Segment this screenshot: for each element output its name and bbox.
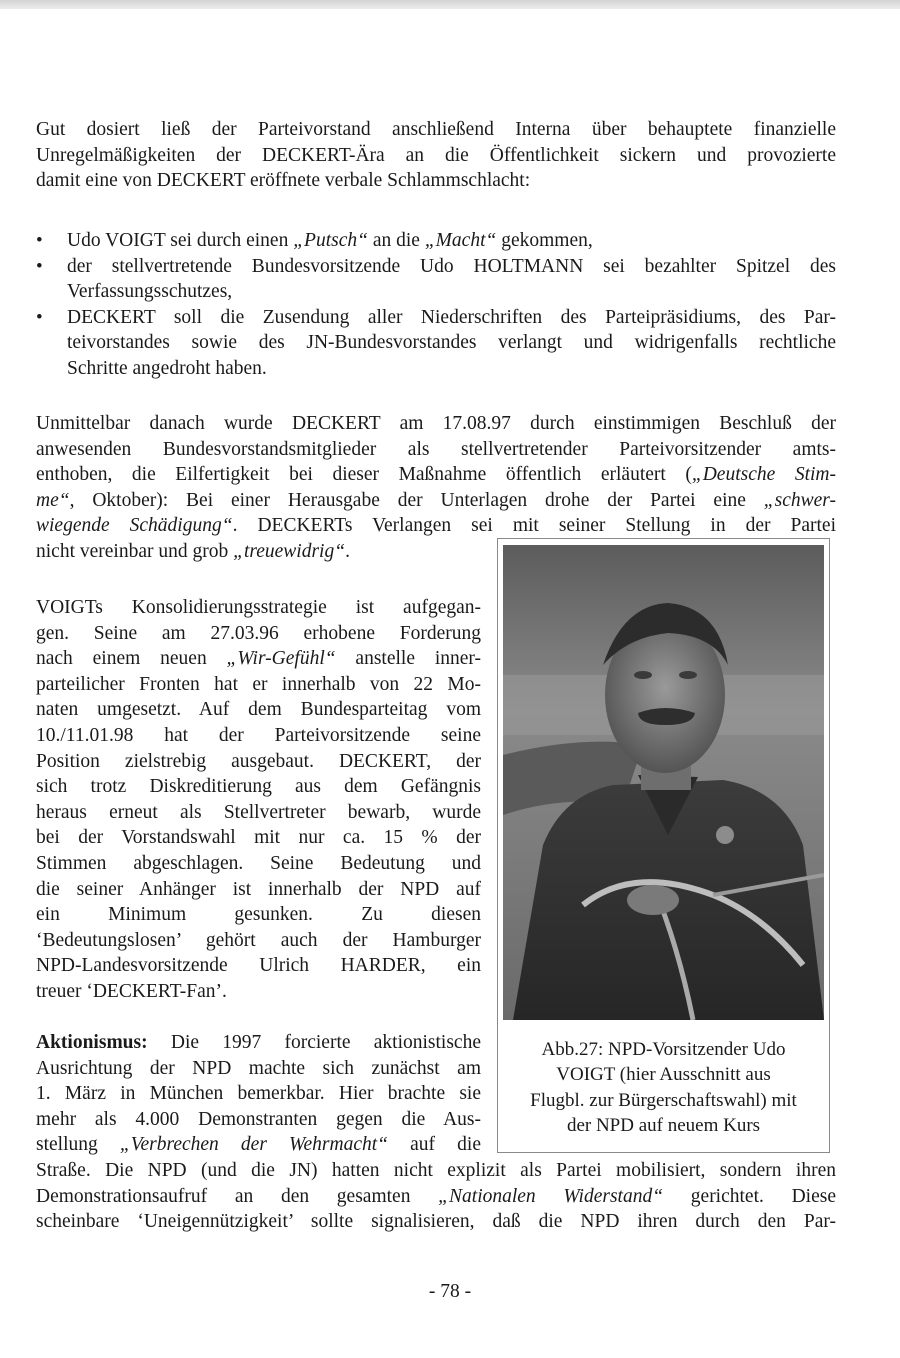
list-item: [36, 254, 836, 305]
figure-box: [497, 538, 830, 1153]
text-line: Verfassungsschutzes,: [67, 281, 233, 303]
text-run: . DECKERTs Verlangen sei mit seiner Stellung in der Partei: [232, 515, 836, 537]
text-line: 10./11.01.98 hat der Parteivorsitzende seine: [36, 724, 481, 746]
text-run: stellung: [36, 1134, 120, 1156]
text-line: NPD-Landesvorsitzende Ulrich HARDER, ein: [36, 955, 481, 977]
paragraph-aktionismus: [36, 1030, 481, 1158]
caption-line: VOIGT (hier Ausschnitt aus: [556, 1064, 771, 1086]
text-run: anstelle inner-: [335, 648, 482, 670]
text-line: teivorstandes sowie des JN-Bundesvorstandes verlangt und widrigenfalls rechtliche: [67, 332, 836, 354]
text-run: , Oktober): Bei einer Herausgabe der Unterlagen drohe der Partei eine: [69, 489, 764, 511]
text-run: gerichtet. Diese: [663, 1185, 836, 1207]
quote-schaedigung: wiegende Schädigung“: [36, 515, 233, 537]
text-line: Straße. Die NPD (und die JN) hatten nicht explizit als Partei mobilisiert, sondern ihren: [36, 1160, 836, 1181]
portrait-illustration: [503, 545, 824, 1020]
text-line: naten umgesetzt. Auf dem Bundesparteitag vom: [36, 699, 481, 721]
bullet-list: [36, 228, 836, 382]
quote-deutsche-stimme: „Deutsche Stim-: [691, 464, 836, 486]
quote-nationaler-widerstand: „Nationalen Widerstand“: [438, 1185, 664, 1207]
quote-schwerwiegend: „schwer-: [763, 489, 836, 511]
intro-paragraph: [36, 117, 836, 194]
text-run: nach einem neuen: [36, 648, 227, 670]
text-line: Stimmen abgeschlagen. Seine Bedeutung und: [36, 852, 481, 874]
text-line: gen. Seine am 27.03.96 erhobene Forderung: [36, 622, 481, 644]
caption-line: Flugbl. zur Bürgerschaftswahl) mit: [530, 1089, 797, 1111]
text-run: Die 1997 forcierte aktionistische: [147, 1032, 481, 1053]
text-run: Udo VOIGT sei durch einen: [67, 230, 294, 251]
text-line: heraus erneut als Stellvertreter bewarb, wurde: [36, 801, 481, 823]
quote-putsch: „Putsch“: [293, 230, 368, 251]
list-item: [36, 305, 836, 382]
list-item: [36, 228, 836, 254]
text-line: der stellvertretende Bundesvorsitzende Udo HOLTMANN sei bezahlter Spitzel des: [67, 255, 836, 277]
caption-line: der NPD auf neuem Kurs: [566, 1115, 761, 1137]
text-line: DECKERT soll die Zusendung aller Niederschriften des Parteipräsidiums, des Par-: [67, 306, 836, 328]
text-line: Unregelmäßigkeiten der DECKERT-Ära an die Öffentlichkeit sickern und provozierte: [36, 144, 836, 166]
quote-macht: „Macht“: [424, 230, 497, 251]
text-line: die seiner Anhänger ist innerhalb der NPD auf: [36, 878, 481, 900]
page-top-rule: [0, 0, 900, 9]
text-run: .: [345, 540, 350, 562]
quote-deutsche-stimme-end: me“: [36, 489, 70, 511]
quote-wir-gefuehl: „Wir-Gefühl“: [226, 648, 336, 670]
portrait-photo: [503, 545, 824, 1020]
text-line: damit eine von DECKERT eröffnete verbale Schlammschlacht:: [36, 170, 531, 192]
text-line: mehr als 4.000 Demonstranten gegen die Aus-: [36, 1108, 481, 1130]
text-line: 1. März in München bemerkbar. Hier brachte sie: [36, 1083, 481, 1105]
text-line: parteilicher Fronten hat er innerhalb von 22 Mo-: [36, 673, 481, 695]
text-run: nicht vereinbar und grob: [36, 540, 234, 562]
page-number: - 78 -: [428, 1281, 472, 1302]
quote-treuewidrig: „treuewidrig“: [233, 540, 346, 562]
text-line: Ausrichtung der NPD machte sich zunächst am: [36, 1057, 481, 1079]
section-label: Aktionismus:: [36, 1032, 148, 1053]
text-line: bei der Vorstandswahl mit nur ca. 15 % der: [36, 827, 481, 849]
text-line: Unmittelbar danach wurde DECKERT am 17.08.97 durch einstimmigen Beschluß der: [36, 413, 836, 434]
text-line: treuer ‘DECKERT-Fan’.: [36, 980, 227, 1002]
paragraph-demonstration: [36, 1158, 836, 1235]
text-line: Gut dosiert ließ der Parteivorstand anschließend Interna über behauptete finanzielle: [36, 119, 836, 140]
text-run: enthoben, die Eilfertigkeit bei dieser Maßnahme öffentlich erläutert (: [36, 464, 692, 486]
text-line: scheinbare ‘Uneigennützigkeit’ sollte signalisieren, daß die NPD ihren durch den Par-: [36, 1211, 836, 1233]
text-line: anwesenden Bundesvorstandsmitglieder als stellvertretender Parteivorsitzender amts-: [36, 438, 836, 460]
text-run: auf die: [388, 1134, 481, 1156]
paragraph-consolidation: [36, 595, 481, 1005]
text-run: gekommen,: [496, 230, 593, 251]
text-line: Position zielstrebig ausgebaut. DECKERT, der: [36, 750, 481, 772]
figure-caption: [500, 1037, 827, 1139]
text-line: ein Minimum gesunken. Zu diesen: [36, 904, 481, 926]
caption-line: Abb.27: NPD-Vorsitzender Udo: [541, 1039, 786, 1060]
quote-exhibition-title: „Verbrechen der Wehrmacht“: [119, 1134, 388, 1156]
text-line: Schritte angedroht haben.: [67, 357, 267, 379]
text-line: VOIGTs Konsolidierungsstrategie ist aufgegan-: [36, 597, 481, 618]
text-run: an die: [367, 230, 425, 251]
text-run: Demonstrationsaufruf an den gesamten: [36, 1185, 439, 1207]
text-line: ‘Bedeutungslosen’ gehört auch der Hamburger: [36, 929, 481, 951]
text-line: sich trotz Diskreditierung aus dem Gefängnis: [36, 776, 481, 798]
